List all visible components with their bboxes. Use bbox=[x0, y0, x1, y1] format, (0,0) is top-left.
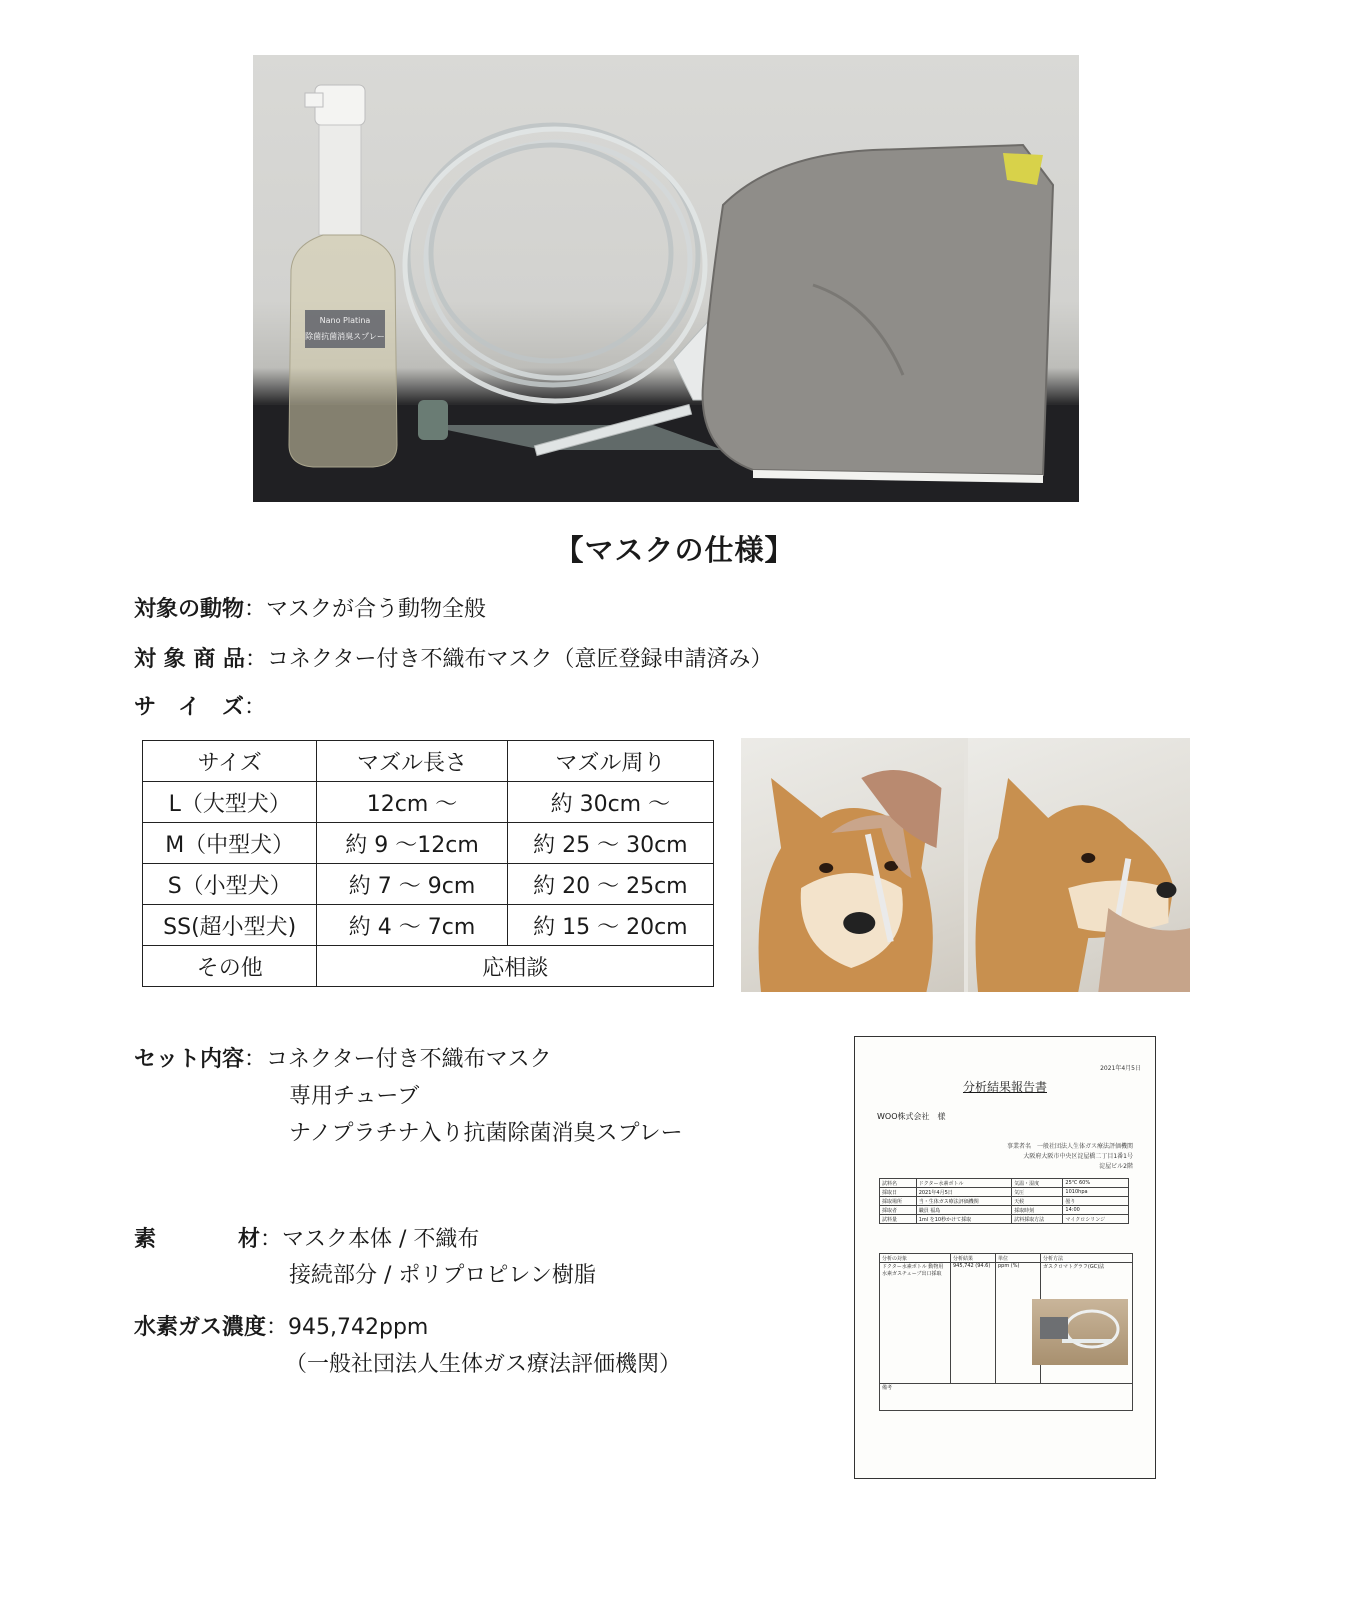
spray-bottle bbox=[289, 85, 397, 467]
hydrogen-value: 945,742ppm bbox=[288, 1315, 429, 1340]
material-label-a: 素 bbox=[134, 1227, 157, 1252]
table-cell: 約 4 〜 7cm bbox=[317, 905, 507, 946]
table-row bbox=[880, 1179, 1129, 1188]
target-animal-label: 対象の動物 bbox=[134, 597, 245, 622]
target-product-row bbox=[134, 642, 773, 673]
table-header-row bbox=[143, 741, 714, 782]
material-row bbox=[238, 1222, 479, 1253]
table-cell: M（中型犬） bbox=[143, 823, 317, 864]
report-sample-photo bbox=[1032, 1299, 1128, 1365]
dog-photo-side bbox=[968, 738, 1191, 992]
product-photo bbox=[253, 55, 1079, 502]
set-contents-row bbox=[134, 1042, 552, 1073]
table-cell: 採取場所 bbox=[880, 1197, 917, 1206]
table-row bbox=[880, 1206, 1129, 1215]
dog-measurement-photos bbox=[741, 738, 1190, 992]
hydrogen-source: （一般社団法人生体ガス療法評価機関） bbox=[285, 1352, 682, 1377]
target-animal-row bbox=[134, 592, 486, 623]
tube-coil bbox=[405, 125, 705, 401]
table-header: 分析の対象 bbox=[880, 1254, 951, 1263]
colon: ： bbox=[244, 695, 267, 720]
table-cell: 当・生体ガス療法評価機関 bbox=[916, 1197, 1011, 1206]
colon: ： bbox=[260, 1227, 283, 1252]
set-item: 専用チューブ bbox=[289, 1084, 420, 1109]
report-remarks: 備考 bbox=[880, 1384, 1133, 1411]
svg-text:Nano Platina: Nano Platina bbox=[319, 316, 371, 325]
report-issuer-line: 淀屋ビル2階 bbox=[1099, 1163, 1133, 1170]
material-line: マスク本体 / 不織布 bbox=[282, 1227, 480, 1252]
table-cell: 試料名 bbox=[880, 1179, 917, 1188]
report-sample-photo-illustration bbox=[1032, 1299, 1128, 1365]
table-cell: 約 30cm 〜 bbox=[507, 782, 713, 823]
product-photo-illustration bbox=[253, 55, 1079, 502]
table-cell: L（大型犬） bbox=[143, 782, 317, 823]
dog-photo-front bbox=[741, 738, 964, 992]
table-cell: 試料量 bbox=[880, 1215, 917, 1224]
table-cell: 約 9 〜12cm bbox=[317, 823, 507, 864]
table-cell: 応相談 bbox=[317, 946, 714, 987]
table-cell: 約 25 〜 30cm bbox=[507, 823, 713, 864]
size-label: サ イ ズ bbox=[134, 695, 245, 720]
table-header: 分析方法 bbox=[1041, 1254, 1133, 1263]
colon: ： bbox=[244, 597, 267, 622]
table-cell: ドクター水素ボトル 動物用水素ガスチューブ出口採取 bbox=[880, 1263, 951, 1384]
hydrogen-row bbox=[134, 1310, 428, 1341]
table-cell: 試料採取方法 bbox=[1012, 1215, 1063, 1224]
table-row bbox=[143, 946, 714, 987]
table-cell: 気圧 bbox=[1012, 1188, 1063, 1197]
analysis-report-document bbox=[854, 1036, 1156, 1479]
colon: ： bbox=[266, 1315, 289, 1340]
dog-front-illustration bbox=[741, 738, 964, 992]
table-cell: 職員 福島 bbox=[916, 1206, 1011, 1215]
table-row bbox=[143, 823, 714, 864]
table-cell: 天候 bbox=[1012, 1197, 1063, 1206]
report-sample-table bbox=[879, 1178, 1129, 1224]
material-line: 接続部分 / ポリプロピレン樹脂 bbox=[289, 1263, 596, 1288]
mask bbox=[703, 145, 1053, 483]
size-table bbox=[142, 740, 714, 987]
table-cell: 1010hpa bbox=[1063, 1188, 1129, 1197]
table-cell: ppm (%) bbox=[996, 1263, 1041, 1384]
table-row bbox=[880, 1188, 1129, 1197]
table-cell: 1ml を10秒かけて採取 bbox=[916, 1215, 1011, 1224]
table-cell: ガスクロマトグラフ(GC)法 bbox=[1041, 1263, 1133, 1384]
table-cell: 約 20 〜 25cm bbox=[507, 864, 713, 905]
target-product-value: コネクター付き不織布マスク（意匠登録申請済み） bbox=[267, 647, 773, 672]
report-issuer-line: 大阪府大阪市中央区淀屋橋二丁目1番1号 bbox=[1023, 1153, 1133, 1160]
dog-side-illustration bbox=[968, 738, 1191, 992]
table-header: マズル長さ bbox=[317, 741, 507, 782]
table-cell: 945,742 (94.6) bbox=[951, 1263, 996, 1384]
table-row bbox=[143, 864, 714, 905]
report-addressee: WOO株式会社 様 bbox=[877, 1112, 946, 1121]
spray-bottle-label: 除菌抗菌消臭スプレー bbox=[305, 332, 385, 341]
table-row bbox=[880, 1197, 1129, 1206]
table-cell: 2021年4月5日 bbox=[916, 1188, 1011, 1197]
table-header: サイズ bbox=[143, 741, 317, 782]
table-cell: 14:00 bbox=[1063, 1206, 1129, 1215]
table-cell: ドクター水素ボトル bbox=[916, 1179, 1011, 1188]
material-label-b: 材 bbox=[238, 1227, 261, 1252]
table-row bbox=[880, 1215, 1129, 1224]
table-header: 単位 bbox=[996, 1254, 1041, 1263]
table-row bbox=[143, 782, 714, 823]
target-animal-value: マスクが合う動物全般 bbox=[266, 597, 487, 622]
table-cell: 採取時刻 bbox=[1012, 1206, 1063, 1215]
set-item: コネクター付き不織布マスク bbox=[266, 1047, 552, 1072]
table-header: 分析結果 bbox=[951, 1254, 996, 1263]
table-cell: 気温・湿度 bbox=[1012, 1179, 1063, 1188]
table-header: マズル周り bbox=[507, 741, 713, 782]
table-cell: S（小型犬） bbox=[143, 864, 317, 905]
target-product-label: 対 象 商 品 bbox=[134, 647, 245, 672]
hydrogen-label: 水素ガス濃度 bbox=[134, 1315, 267, 1340]
colon: ： bbox=[244, 647, 267, 672]
set-item: ナノプラチナ入り抗菌除菌消臭スプレー bbox=[289, 1121, 683, 1146]
table-cell: 12cm 〜 bbox=[317, 782, 507, 823]
report-date: 2021年4月5日 bbox=[1100, 1065, 1141, 1072]
set-contents-label: セット内容 bbox=[134, 1047, 245, 1072]
table-cell: 採取者 bbox=[880, 1206, 917, 1215]
table-cell: マイクロシリンジ bbox=[1063, 1215, 1129, 1224]
table-cell: 約 15 〜 20cm bbox=[507, 905, 713, 946]
colon: ： bbox=[244, 1047, 267, 1072]
table-row bbox=[880, 1254, 1133, 1263]
table-cell: 採取日 bbox=[880, 1188, 917, 1197]
table-row bbox=[143, 905, 714, 946]
page-title: 【マスクの仕様】 bbox=[554, 533, 795, 567]
table-cell: SS(超小型犬) bbox=[143, 905, 317, 946]
table-cell: 25℃ 60% bbox=[1063, 1179, 1129, 1188]
table-row bbox=[880, 1384, 1133, 1411]
report-issuer-line: 事業者名 一般社団法人生体ガス療法評価機関 bbox=[1006, 1143, 1133, 1150]
table-cell: 約 7 〜 9cm bbox=[317, 864, 507, 905]
table-cell: 曇り bbox=[1063, 1197, 1129, 1206]
table-cell: その他 bbox=[143, 946, 317, 987]
size-row bbox=[134, 690, 266, 721]
report-title: 分析結果報告書 bbox=[962, 1080, 1047, 1094]
